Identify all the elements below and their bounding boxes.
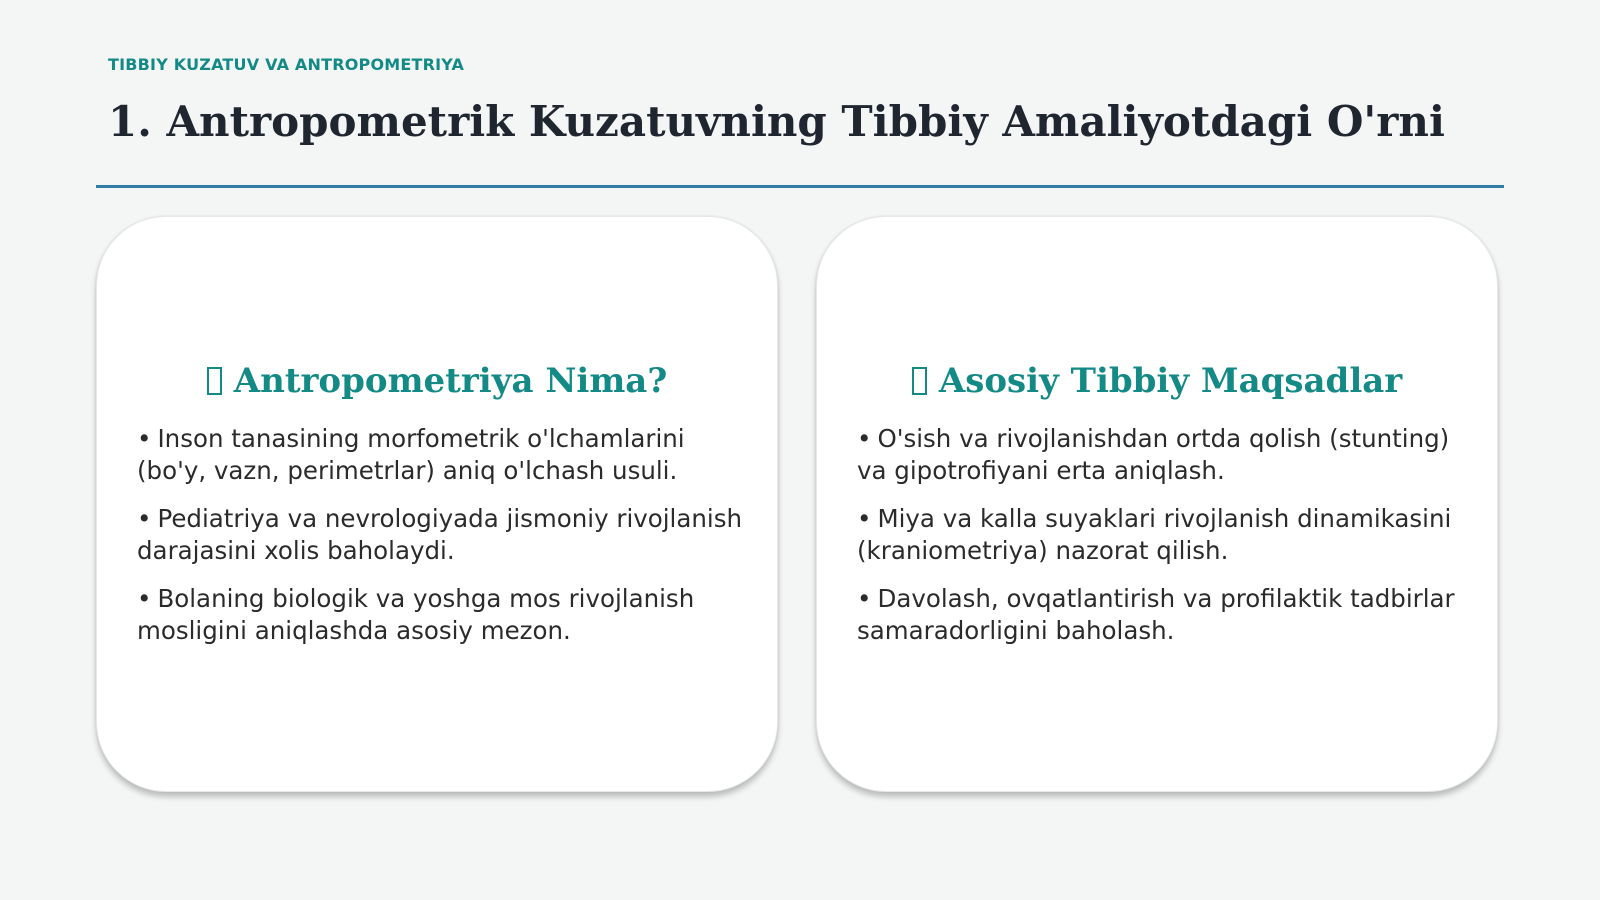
bullet-text: Davolash, ovqatlantirish va profilaktik tadbirlar samaradorligini baholash. <box>857 584 1455 645</box>
card-heading <box>817 359 1497 403</box>
bullet-dot: • <box>137 504 152 533</box>
bullet-dot: • <box>857 424 872 453</box>
page-title: 1. Antropometrik Kuzatuvning Tibbiy Amaliyotdagi O'rni <box>108 97 1445 146</box>
missing-glyph-icon <box>912 367 927 395</box>
card-heading <box>97 359 777 403</box>
bullet-dot: • <box>137 584 152 613</box>
bullet-dot: • <box>137 424 152 453</box>
card-heading-text: Asosiy Tibbiy Maqsadlar <box>938 361 1403 401</box>
list-item <box>137 583 743 647</box>
bullet-text: Bolaning biologik va yoshga mos rivojlanish mosligini aniqlashda asosiy mezon. <box>137 584 695 645</box>
card-heading-text: Antropometriya Nima? <box>233 361 668 401</box>
list-item <box>857 583 1463 647</box>
bullet-text: Miya va kalla suyaklari rivojlanish dinamikasini (kraniometriya) nazorat qilish. <box>857 504 1452 565</box>
bullet-list <box>857 423 1463 663</box>
missing-glyph-icon <box>207 367 222 395</box>
title-divider <box>96 185 1504 188</box>
eyebrow-label: TIBBIY KUZATUV VA ANTROPOMETRIYA <box>108 55 465 74</box>
card-asosiy-tibbiy-maqsadlar <box>816 216 1498 792</box>
bullet-text: Inson tanasining morfometrik o'lchamlarini (bo'y, vazn, perimetrlar) aniq o'lchash usuli. <box>137 424 685 485</box>
bullet-dot: • <box>857 504 872 533</box>
bullet-dot: • <box>857 584 872 613</box>
card-antropometriya-nima <box>96 216 778 792</box>
list-item <box>857 503 1463 567</box>
list-item <box>137 423 743 487</box>
bullet-text: O'sish va rivojlanishdan ortda qolish (stunting) va gipotrofiyani erta aniqlash. <box>857 424 1450 485</box>
bullet-text: Pediatriya va nevrologiyada jismoniy rivojlanish darajasini xolis baholaydi. <box>137 504 743 565</box>
list-item <box>137 503 743 567</box>
list-item <box>857 423 1463 487</box>
bullet-list <box>137 423 743 663</box>
